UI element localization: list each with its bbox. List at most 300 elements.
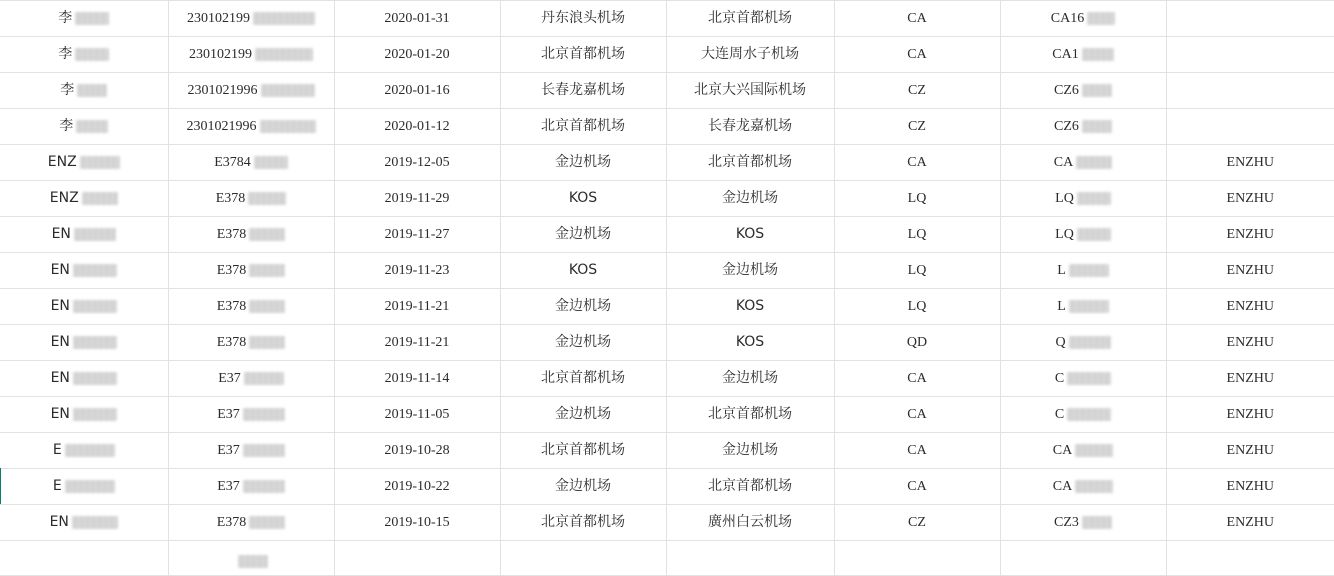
cell-text: 2019-11-14: [384, 370, 450, 386]
cell-arrival-airport: [666, 73, 834, 109]
table-row[interactable]: [0, 361, 1334, 397]
cell-text: 北京首都机场: [708, 154, 792, 170]
cell-text: QD: [906, 334, 928, 350]
redaction-block: [73, 408, 117, 421]
cell-flight-date: [334, 541, 500, 576]
cell-text: CA: [907, 370, 927, 386]
cell-text: E378: [216, 226, 247, 242]
redaction-block: [77, 84, 107, 97]
cell-text: C: [1054, 406, 1065, 422]
cell-text: 金边机场: [722, 442, 778, 458]
table-row[interactable]: [0, 541, 1334, 576]
cell-text: CZ3: [1054, 514, 1079, 530]
cell-id-number: [168, 145, 334, 181]
cell-passenger-name: [0, 397, 168, 433]
cell-id-number: [168, 361, 334, 397]
cell-id-number: [168, 541, 334, 576]
cell-agent-code: [1166, 37, 1334, 73]
cell-text: 金边机场: [555, 478, 611, 494]
table-row[interactable]: [0, 217, 1334, 253]
cell-text: EN: [51, 226, 71, 242]
table-row[interactable]: [0, 37, 1334, 73]
cell-flight-number: [1000, 289, 1166, 325]
table-row[interactable]: [0, 109, 1334, 145]
cell-airline-code: [834, 325, 1000, 361]
cell-id-number: [168, 181, 334, 217]
cell-departure-airport: [500, 397, 666, 433]
redaction-block: [243, 480, 285, 493]
cell-flight-number: [1000, 325, 1166, 361]
redaction-block: [82, 192, 118, 205]
redaction-block: [1067, 372, 1111, 385]
cell-text: ENZHU: [1226, 226, 1274, 242]
cell-id-number: [168, 109, 334, 145]
cell-flight-date: [334, 289, 500, 325]
cell-text: 2020-01-20: [384, 46, 450, 62]
cell-flight-date: [334, 37, 500, 73]
cell-departure-airport: [500, 109, 666, 145]
cell-passenger-name: [0, 433, 168, 469]
cell-id-number: [168, 1, 334, 37]
table-row[interactable]: [0, 433, 1334, 469]
cell-agent-code: [1166, 181, 1334, 217]
cell-passenger-name: [0, 181, 168, 217]
cell-text: 长春龙嘉机场: [708, 118, 792, 134]
redaction-block: [244, 372, 284, 385]
table-row[interactable]: [0, 145, 1334, 181]
table-row[interactable]: [0, 253, 1334, 289]
cell-id-number: [168, 37, 334, 73]
cell-flight-number: [1000, 37, 1166, 73]
cell-airline-code: [834, 541, 1000, 576]
cell-passenger-name: [0, 109, 168, 145]
cell-text: CZ: [908, 514, 926, 530]
cell-text: 北京大兴国际机场: [694, 82, 806, 98]
cell-agent-code: [1166, 253, 1334, 289]
redaction-block: [238, 555, 268, 568]
cell-text: ENZHU: [1226, 478, 1274, 494]
cell-departure-airport: [500, 325, 666, 361]
cell-text: LQ: [1055, 190, 1074, 206]
cell-text: 北京首都机场: [541, 46, 625, 62]
cell-text: E378: [216, 262, 247, 278]
cell-flight-number: [1000, 145, 1166, 181]
cell-id-number: [168, 289, 334, 325]
cell-text: 金边机场: [555, 298, 611, 314]
cell-text: EN: [50, 334, 70, 350]
cell-flight-date: [334, 217, 500, 253]
cell-flight-date: [334, 73, 500, 109]
redaction-block: [243, 408, 285, 421]
redaction-block: [73, 372, 117, 385]
cell-passenger-name: [0, 1, 168, 37]
cell-departure-airport: [500, 433, 666, 469]
cell-arrival-airport: [666, 325, 834, 361]
cell-passenger-name: [0, 217, 168, 253]
cell-arrival-airport: [666, 505, 834, 541]
cell-text: CZ6: [1054, 82, 1079, 98]
cell-id-number: [168, 253, 334, 289]
cell-text: 2301021996: [186, 118, 257, 134]
cell-passenger-name: [0, 505, 168, 541]
cell-flight-number: [1000, 1, 1166, 37]
cell-text: LQ: [907, 190, 927, 206]
cell-text: 金边机场: [722, 370, 778, 386]
cell-flight-number: [1000, 361, 1166, 397]
cell-agent-code: [1166, 469, 1334, 505]
cell-text: 金边机场: [722, 262, 778, 278]
cell-text: E3784: [214, 154, 251, 170]
cell-text: 2019-11-23: [384, 262, 450, 278]
redaction-block: [1082, 516, 1112, 529]
cell-text: ENZHU: [1226, 406, 1274, 422]
redaction-block: [73, 264, 117, 277]
cell-departure-airport: [500, 361, 666, 397]
redaction-block: [254, 156, 288, 169]
cell-id-number: [168, 433, 334, 469]
cell-text: LQ: [1055, 226, 1074, 242]
cell-arrival-airport: [666, 361, 834, 397]
cell-text: 北京首都机场: [541, 370, 625, 386]
cell-text: KOS: [735, 298, 765, 314]
table-row[interactable]: [0, 289, 1334, 325]
redaction-block: [1087, 12, 1115, 25]
cell-text: E37: [217, 406, 240, 422]
cell-text: CA: [907, 442, 927, 458]
redaction-block: [249, 516, 285, 529]
cell-departure-airport: [500, 541, 666, 576]
redaction-block: [73, 336, 117, 349]
cell-text: 230102199: [189, 46, 252, 62]
cell-departure-airport: [500, 181, 666, 217]
cell-text: 2301021996: [187, 82, 258, 98]
cell-airline-code: [834, 469, 1000, 505]
cell-text: 廣州白云机场: [708, 514, 792, 530]
cell-departure-airport: [500, 1, 666, 37]
cell-departure-airport: [500, 505, 666, 541]
cell-text: 2019-10-28: [384, 442, 450, 458]
cell-passenger-name: [0, 37, 168, 73]
redaction-block: [65, 480, 115, 493]
cell-airline-code: [834, 181, 1000, 217]
cell-text: 2019-11-05: [384, 406, 450, 422]
redaction-block: [1082, 48, 1114, 61]
cell-text: ENZHU: [1226, 370, 1274, 386]
redaction-block: [73, 300, 117, 313]
cell-departure-airport: [500, 73, 666, 109]
cell-text: E378: [216, 334, 247, 350]
cell-text: 北京首都机场: [541, 118, 625, 134]
cell-text: 2019-11-21: [384, 334, 450, 350]
cell-text: 金边机场: [722, 190, 778, 206]
cell-flight-number: [1000, 109, 1166, 145]
cell-airline-code: [834, 37, 1000, 73]
cell-agent-code: [1166, 541, 1334, 576]
cell-id-number: [168, 73, 334, 109]
cell-agent-code: [1166, 217, 1334, 253]
cell-text: E: [52, 442, 62, 458]
cell-text: 李: [58, 46, 73, 62]
cell-flight-date: [334, 433, 500, 469]
cell-flight-date: [334, 505, 500, 541]
cell-airline-code: [834, 505, 1000, 541]
redaction-block: [74, 228, 116, 241]
redaction-block: [248, 192, 286, 205]
redaction-block: [1075, 444, 1113, 457]
cell-arrival-airport: [666, 1, 834, 37]
cell-text: 2019-10-22: [384, 478, 450, 494]
cell-text: ENZHU: [1226, 514, 1274, 530]
table-row[interactable]: [0, 1, 1334, 37]
cell-text: 2019-12-05: [384, 154, 450, 170]
cell-flight-date: [334, 1, 500, 37]
cell-text: 230102199: [187, 10, 250, 26]
redaction-block: [75, 12, 109, 25]
cell-text: 2019-11-21: [384, 298, 450, 314]
cell-text: ENZHU: [1226, 190, 1274, 206]
cell-text: KOS: [735, 334, 765, 350]
cell-text: EN: [50, 370, 70, 386]
cell-text: CZ6: [1054, 118, 1079, 134]
cell-text: ENZHU: [1226, 334, 1274, 350]
cell-text: 2019-11-27: [384, 226, 450, 242]
cell-text: 李: [58, 10, 73, 26]
cell-text: L: [1057, 298, 1066, 314]
cell-agent-code: [1166, 505, 1334, 541]
cell-text: CA: [907, 406, 927, 422]
cell-text: CA: [907, 154, 927, 170]
cell-flight-number: [1000, 469, 1166, 505]
cell-passenger-name: [0, 469, 168, 505]
cell-text: 长春龙嘉机场: [541, 82, 625, 98]
cell-text: CA1: [1052, 46, 1079, 62]
cell-flight-date: [334, 109, 500, 145]
cell-agent-code: [1166, 145, 1334, 181]
cell-airline-code: [834, 289, 1000, 325]
cell-airline-code: [834, 1, 1000, 37]
cell-text: CA: [907, 46, 927, 62]
cell-departure-airport: [500, 289, 666, 325]
cell-text: LQ: [907, 226, 927, 242]
cell-text: 丹东浪头机场: [541, 10, 625, 26]
table-row[interactable]: [0, 181, 1334, 217]
redaction-block: [249, 336, 285, 349]
cell-arrival-airport: [666, 217, 834, 253]
cell-passenger-name: [0, 73, 168, 109]
cell-flight-number: [1000, 433, 1166, 469]
cell-text: EN: [50, 298, 70, 314]
cell-text: 2019-10-15: [384, 514, 450, 530]
cell-text: 北京首都机场: [708, 10, 792, 26]
cell-text: 北京首都机场: [541, 442, 625, 458]
cell-text: ENZHU: [1226, 298, 1274, 314]
redaction-block: [1082, 120, 1112, 133]
cell-text: ENZ: [47, 154, 77, 170]
cell-text: 金边机场: [555, 154, 611, 170]
cell-flight-number: [1000, 181, 1166, 217]
cell-arrival-airport: [666, 433, 834, 469]
redaction-block: [249, 264, 285, 277]
table-body: [0, 1, 1334, 576]
cell-airline-code: [834, 361, 1000, 397]
table-row[interactable]: [0, 397, 1334, 433]
redaction-block: [260, 120, 316, 133]
cell-text: LQ: [907, 262, 927, 278]
cell-text: EN: [49, 514, 69, 530]
cell-text: CA: [1052, 478, 1073, 494]
cell-flight-date: [334, 145, 500, 181]
cell-text: E378: [216, 298, 247, 314]
cell-text: CA16: [1050, 10, 1085, 26]
cell-arrival-airport: [666, 541, 834, 576]
cell-text: CA: [907, 478, 927, 494]
cell-id-number: [168, 217, 334, 253]
redaction-block: [1082, 84, 1112, 97]
cell-flight-date: [334, 253, 500, 289]
cell-passenger-name: [0, 145, 168, 181]
cell-agent-code: [1166, 289, 1334, 325]
cell-departure-airport: [500, 469, 666, 505]
cell-text: CA: [1052, 442, 1073, 458]
redaction-block: [253, 12, 315, 25]
redaction-block: [1067, 408, 1111, 421]
cell-flight-number: [1000, 541, 1166, 576]
redaction-block: [255, 48, 313, 61]
cell-airline-code: [834, 109, 1000, 145]
table-row[interactable]: [0, 505, 1334, 541]
cell-departure-airport: [500, 145, 666, 181]
cell-text: 金边机场: [555, 406, 611, 422]
cell-text: 大连周水子机场: [701, 46, 799, 62]
cell-text: 金边机场: [555, 226, 611, 242]
redaction-block: [1075, 480, 1113, 493]
cell-airline-code: [834, 217, 1000, 253]
table-row[interactable]: [0, 469, 1334, 505]
cell-airline-code: [834, 397, 1000, 433]
cell-departure-airport: [500, 37, 666, 73]
cell-id-number: [168, 397, 334, 433]
cell-airline-code: [834, 73, 1000, 109]
cell-text: KOS: [735, 226, 765, 242]
cell-text: E37: [218, 370, 241, 386]
cell-flight-number: [1000, 397, 1166, 433]
cell-agent-code: [1166, 73, 1334, 109]
cell-flight-date: [334, 469, 500, 505]
redaction-block: [1069, 300, 1109, 313]
cell-airline-code: [834, 145, 1000, 181]
cell-text: 2020-01-31: [384, 10, 450, 26]
cell-agent-code: [1166, 361, 1334, 397]
cell-text: CZ: [908, 82, 926, 98]
redaction-block: [1069, 336, 1111, 349]
cell-text: 北京首都机场: [708, 478, 792, 494]
cell-text: EN: [50, 262, 70, 278]
cell-arrival-airport: [666, 397, 834, 433]
cell-text: Q: [1055, 334, 1066, 350]
redaction-block: [65, 444, 115, 457]
cell-text: 北京首都机场: [541, 514, 625, 530]
redaction-block: [1076, 156, 1112, 169]
cell-flight-date: [334, 181, 500, 217]
cell-text: LQ: [907, 298, 927, 314]
cell-arrival-airport: [666, 181, 834, 217]
redaction-block: [1077, 192, 1111, 205]
cell-agent-code: [1166, 1, 1334, 37]
cell-text: E37: [217, 442, 240, 458]
table-row[interactable]: [0, 73, 1334, 109]
table-row[interactable]: [0, 325, 1334, 361]
cell-text: L: [1057, 262, 1066, 278]
cell-text: ENZ: [49, 190, 79, 206]
cell-text: KOS: [568, 262, 598, 278]
cell-text: 李: [60, 82, 75, 98]
cell-agent-code: [1166, 397, 1334, 433]
cell-passenger-name: [0, 325, 168, 361]
cell-agent-code: [1166, 433, 1334, 469]
cell-arrival-airport: [666, 253, 834, 289]
cell-id-number: [168, 469, 334, 505]
cell-text: EN: [50, 406, 70, 422]
cell-arrival-airport: [666, 37, 834, 73]
redaction-block: [76, 120, 108, 133]
cell-departure-airport: [500, 217, 666, 253]
cell-departure-airport: [500, 253, 666, 289]
cell-text: E37: [217, 478, 240, 494]
cell-flight-date: [334, 325, 500, 361]
cell-arrival-airport: [666, 145, 834, 181]
cell-agent-code: [1166, 109, 1334, 145]
redaction-block: [1077, 228, 1111, 241]
redaction-block: [72, 516, 118, 529]
cell-text: CZ: [908, 118, 926, 134]
cell-text: 2019-11-29: [384, 190, 450, 206]
cell-flight-date: [334, 361, 500, 397]
cell-text: CA: [1053, 154, 1074, 170]
cell-passenger-name: [0, 361, 168, 397]
cell-text: E: [52, 478, 62, 494]
redaction-block: [261, 84, 315, 97]
cell-text: 李: [59, 118, 74, 134]
redaction-block: [75, 48, 109, 61]
redaction-block: [80, 156, 120, 169]
cell-flight-number: [1000, 73, 1166, 109]
cell-airline-code: [834, 253, 1000, 289]
cell-flight-date: [334, 397, 500, 433]
cell-text: E378: [216, 514, 247, 530]
cell-flight-number: [1000, 505, 1166, 541]
cell-text: 北京首都机场: [708, 406, 792, 422]
cell-text: C: [1054, 370, 1065, 386]
cell-text: KOS: [568, 190, 598, 206]
cell-text: ENZHU: [1226, 262, 1274, 278]
cell-text: E378: [215, 190, 246, 206]
cell-airline-code: [834, 433, 1000, 469]
cell-passenger-name: [0, 541, 168, 576]
cell-arrival-airport: [666, 109, 834, 145]
cell-id-number: [168, 505, 334, 541]
cell-text: ENZHU: [1226, 442, 1274, 458]
cell-text: ENZHU: [1226, 154, 1274, 170]
cell-passenger-name: [0, 253, 168, 289]
redaction-block: [249, 228, 285, 241]
cell-text: 2020-01-16: [384, 82, 450, 98]
cell-agent-code: [1166, 325, 1334, 361]
row-highlight-marker: [0, 468, 1, 504]
cell-text: 金边机场: [555, 334, 611, 350]
cell-text: CA: [907, 10, 927, 26]
cell-flight-number: [1000, 217, 1166, 253]
cell-passenger-name: [0, 289, 168, 325]
